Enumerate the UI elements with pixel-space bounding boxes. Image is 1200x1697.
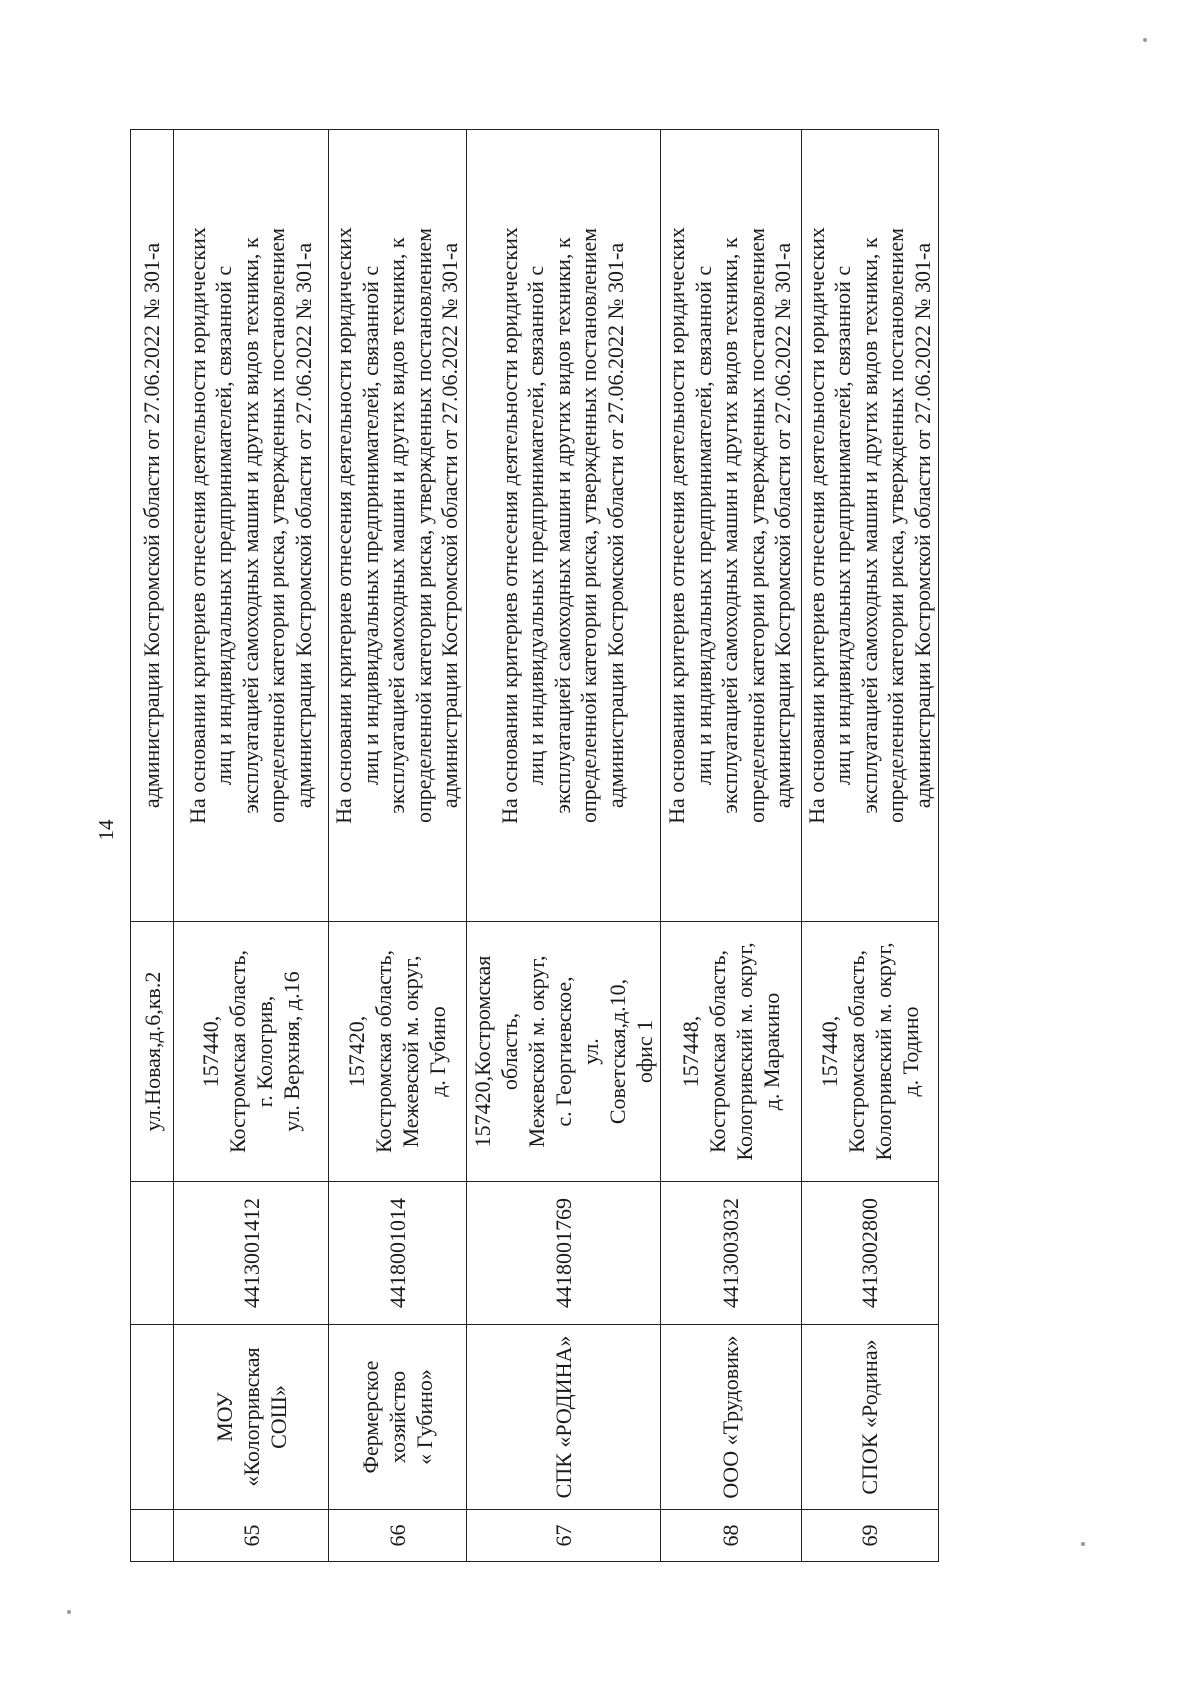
cell-address-line: офис 1 <box>631 1019 657 1084</box>
cell-address <box>660 922 801 1182</box>
cell-basis-line: лиц и индивидуальных предпринимателей, связанной с <box>830 265 855 786</box>
cell-address-line: 157420,Костромская <box>469 955 495 1148</box>
cell-address-line: Межевской м. округ, <box>398 955 424 1148</box>
cell-name <box>131 1325 174 1510</box>
cell-basis <box>660 130 801 922</box>
cell-basis-line: эксплуатацией самоходных машин и других видов техники, к <box>237 237 263 814</box>
cell-basis: администрации Костромской области от 27.06.2022 № 301-а <box>131 130 174 922</box>
cell-name-line: МОУ <box>211 1392 237 1442</box>
cell-address-line: Кологривский м. округ, <box>731 942 757 1161</box>
cell-inn: 4413003032 <box>660 1182 801 1325</box>
cell-basis-line: На основании критериев отнесения деятельности юридических <box>184 227 210 824</box>
cell-basis-line: определенной категории риска, утвержденных постановлением <box>576 227 602 824</box>
cell-number <box>131 1510 174 1562</box>
cell-name <box>329 1325 467 1510</box>
cell-address-line: Советская,д.10, <box>604 978 630 1125</box>
cell-basis <box>174 130 329 922</box>
cell-name <box>660 1325 801 1510</box>
cell-basis-line: эксплуатацией самоходных машин и других видов техники, к <box>717 237 743 814</box>
cell-basis-line: лиц и индивидуальных предпринимателей, связанной с <box>690 265 716 786</box>
table-row-continuation <box>131 130 174 1562</box>
cell-address-line: область, <box>496 1012 522 1091</box>
cell-address <box>329 922 467 1182</box>
cell-basis-line: администрации Костромской области от 27.06.2022 № 301-а <box>602 242 628 809</box>
cell-name-line: СОШ» <box>265 1385 291 1449</box>
cell-name-line: «Кологривская <box>238 1347 264 1487</box>
cell-address-line: ул. Верхняя, д.16 <box>279 971 304 1132</box>
cell-address-line: д. Губино <box>425 1006 451 1097</box>
cell-basis-line: определенной категории риска, утвержденных постановлением <box>410 227 436 824</box>
cell-basis-line: лиц и индивидуальных предпринимателей, связанной с <box>357 265 383 786</box>
page-number: 14 <box>94 819 118 841</box>
cell-name <box>801 1325 939 1510</box>
cell-address-line: с. Георгиевское, <box>550 976 576 1127</box>
cell-address-line: ул. <box>577 1038 603 1065</box>
cell-name-line: хозяйство <box>384 1370 410 1464</box>
cell-basis <box>329 130 467 922</box>
cell-name-line: СПК «РОДИНА» <box>550 1335 576 1499</box>
cell-name-line: Фермерское <box>357 1360 383 1474</box>
cell-basis-line: На основании критериев отнесения деятельности юридических <box>803 227 829 824</box>
cell-address-line: Костромская область, <box>371 949 397 1154</box>
cell-basis-line: эксплуатацией самоходных машин и других видов техники, к <box>384 237 409 814</box>
stray-mark <box>1143 38 1147 42</box>
cell-name-line: ООО «Трудовик» <box>718 1335 743 1499</box>
cell-basis-line: определенной категории риска, утвержденных постановлением <box>743 227 769 824</box>
cell-address <box>174 922 329 1182</box>
rotated-table-container <box>130 130 934 1562</box>
cell-address-line: Костромская область, <box>704 949 730 1154</box>
table-row <box>660 130 801 1562</box>
cell-basis-line: администрации Костромской области от 27.06.2022 № 301-а <box>290 242 316 809</box>
cell-basis-line: На основании критериев отнесения деятельности юридических <box>664 227 690 824</box>
cell-number: 67 <box>466 1510 660 1562</box>
cell-address-line: 157440, <box>198 1015 223 1088</box>
cell-name-line: СПОК «Родина» <box>857 1339 883 1495</box>
stray-mark <box>67 1610 71 1614</box>
table-row <box>466 130 660 1562</box>
cell-address-line: 157448, <box>677 1015 703 1088</box>
cell-address: ул.Новая,д.6,кв.2 <box>131 922 174 1182</box>
cell-basis-line: эксплуатацией самоходных машин и других видов техники, к <box>856 237 882 814</box>
cell-inn: 4418001014 <box>329 1182 467 1325</box>
cell-address <box>801 922 939 1182</box>
cell-number: 69 <box>801 1510 939 1562</box>
cell-basis-line: администрации Костромской области от 27.06.2022 № 301-а <box>437 242 462 809</box>
table-row <box>801 130 939 1562</box>
cell-name <box>466 1325 660 1510</box>
cell-address-line: Кологривский м. округ, <box>870 942 896 1161</box>
cell-basis <box>466 130 660 922</box>
cell-basis-line: эксплуатацией самоходных машин и других видов техники, к <box>549 237 575 814</box>
cell-address <box>466 922 660 1182</box>
cell-basis-line: На основании критериев отнесения деятельности юридических <box>331 227 356 824</box>
cell-name-line: « Губино» <box>411 1369 437 1465</box>
cell-inn <box>131 1182 174 1325</box>
cell-number: 68 <box>660 1510 801 1562</box>
cell-address-line: г. Кологрив, <box>252 995 277 1108</box>
table-row <box>174 130 329 1562</box>
cell-address-line: д. Маракино <box>758 992 784 1111</box>
cell-basis <box>801 130 939 922</box>
cell-basis-line: администрации Костромской области от 27.06.2022 № 301-а <box>770 242 796 809</box>
cell-address-line: Костромская область, <box>225 949 250 1154</box>
cell-basis-line: определенной категории риска, утвержденных постановлением <box>883 227 908 824</box>
cell-address-line: Костромская область, <box>843 949 869 1154</box>
cell-name <box>174 1325 329 1510</box>
cell-inn: 4413001412 <box>174 1182 329 1325</box>
cell-inn: 4418001769 <box>466 1182 660 1325</box>
cell-address-line: Межевской м. округ, <box>523 955 549 1148</box>
stray-mark <box>1081 1542 1085 1546</box>
cell-inn: 4413002800 <box>801 1182 939 1325</box>
cell-basis-line: На основании критериев отнесения деятельности юридических <box>496 227 522 824</box>
cell-number: 66 <box>329 1510 467 1562</box>
cell-basis-line: определенной категории риска, утвержденных постановлением <box>264 227 290 824</box>
cell-number: 65 <box>174 1510 329 1562</box>
cell-basis-line: администрации Костромской области от 27.06.2022 № 301-а <box>909 242 935 809</box>
cell-address-line: 157440, <box>816 1015 842 1088</box>
cell-basis-line: лиц и индивидуальных предпринимателей, связанной с <box>523 265 549 786</box>
cell-basis-line: лиц и индивидуальных предпринимателей, связанной с <box>211 265 237 786</box>
cell-address-line: 157420, <box>344 1015 370 1088</box>
registry-table <box>130 129 939 1562</box>
cell-address-line: д. Тодино <box>897 1006 923 1097</box>
table-row <box>329 130 467 1562</box>
